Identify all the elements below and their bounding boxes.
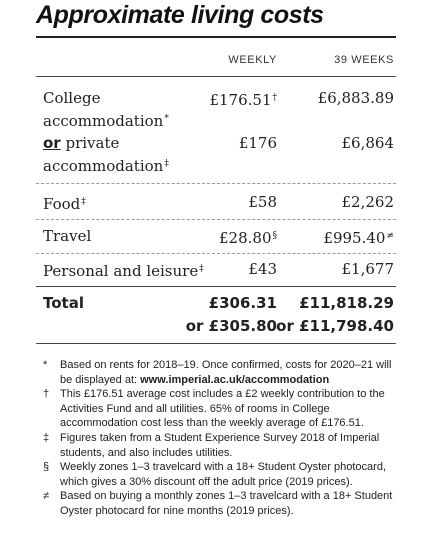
column-header-39-weeks: 39 WEEKS: [334, 54, 394, 66]
row-label-college-line2: accommodation*: [43, 112, 169, 130]
footnote-mark-section: §: [272, 231, 277, 241]
footnote-mark-not-equal: ≠: [386, 231, 394, 241]
row-divider: [36, 219, 396, 220]
footer-rule: [36, 343, 396, 344]
total-39-week-cost: £11,818.29: [299, 294, 394, 312]
footnote: ‡ Figures taken from a Student Experience Survey 2018 of Imperial students, and also includes utilities.: [43, 431, 380, 459]
row-label-private-line2: accommodation‡: [43, 157, 169, 175]
footnote: ≠ Based on buying a monthly zones 1–3 travelcard with a 18+ Student Oyster photocard for nine months (2019 prices).: [43, 490, 393, 517]
personal-weekly-cost: £43: [248, 260, 277, 278]
row-label-private: or private: [43, 134, 120, 152]
personal-39-week-cost: £1,677: [341, 260, 394, 278]
row-label-college: College: [43, 89, 101, 107]
row-label-personal-leisure: Personal and leisure‡: [43, 262, 204, 280]
footnotes: [42, 358, 402, 519]
column-header-weekly: WEEKLY: [228, 54, 277, 66]
footnote-mark-dagger: †: [272, 93, 277, 103]
row-divider: [36, 183, 396, 184]
header-rule: [36, 76, 396, 77]
private-39-week-cost: £6,864: [341, 134, 394, 152]
footnote: † This £176.51 average cost includes a £2 weekly contribution to the Activities Fund and all utilities. 65% of rooms in College accommodation cost less than the weekly average of £176.51.: [43, 388, 385, 430]
footnote: * Based on rents for 2018–19. Once confirmed, costs for 2020–21 will be displayed at: www.imperial.ac.uk/accommodation: [43, 359, 392, 386]
total-39-week-cost-alt: or £11,798.40: [276, 317, 394, 335]
private-weekly-cost: £176: [238, 134, 277, 152]
footnote-mark-double-dagger: ‡: [164, 159, 169, 169]
row-label-food: Food‡: [43, 195, 86, 213]
food-weekly-cost: £58: [248, 193, 277, 211]
total-rule: [36, 286, 396, 287]
travel-39-week-cost: £995.40≠: [323, 229, 394, 247]
row-label-total: Total: [43, 294, 84, 312]
page-title: Approximate living costs: [36, 1, 324, 29]
row-label-travel: Travel: [43, 227, 92, 245]
total-weekly-cost: £306.31: [208, 294, 277, 312]
college-weekly-cost: £176.51†: [209, 91, 277, 109]
title-underline: [36, 36, 396, 38]
food-39-week-cost: £2,262: [341, 193, 394, 211]
total-weekly-cost-alt: or £305.80: [185, 317, 277, 335]
footnote: § Weekly zones 1–3 travelcard with a 18+ Student Oyster photocard, which gives a 30% discount off the adult price (2019 prices).: [43, 461, 387, 488]
college-39-week-cost: £6,883.89: [317, 89, 394, 107]
accommodation-link[interactable]: www.imperial.ac.uk/accommodation: [140, 373, 330, 386]
row-divider: [36, 253, 396, 254]
travel-weekly-cost: £28.80§: [219, 229, 277, 247]
footnote-mark-asterisk: *: [164, 114, 169, 124]
